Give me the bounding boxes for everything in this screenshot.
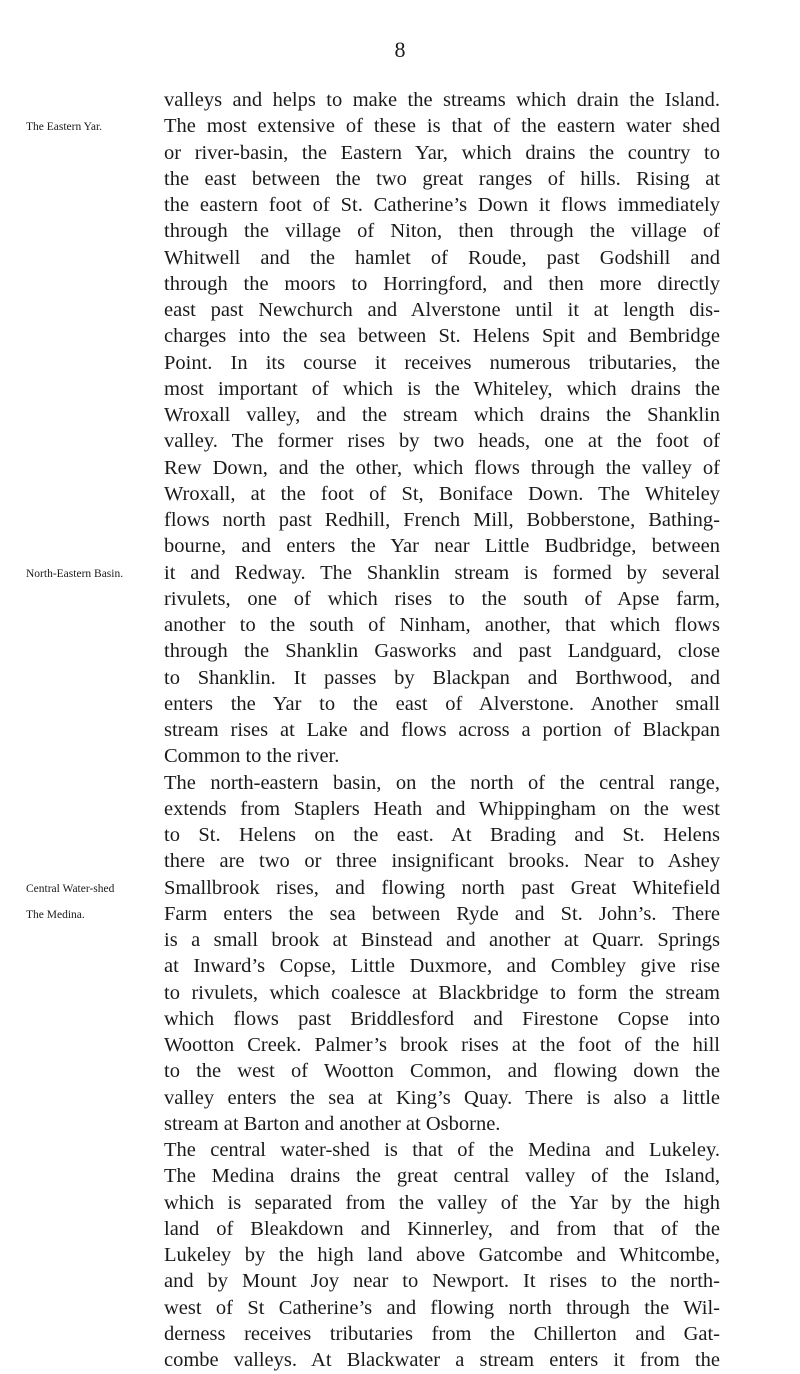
text-line: and by Mount Joy near to Newport. It rises to the north- [164, 1270, 720, 1293]
text-line: through the Shanklin Gasworks and past Landguard, close [164, 640, 720, 663]
text-line: stream at Barton and another at Osborne. [164, 1112, 501, 1135]
text-line: east past Newchurch and Alverstone until it at length dis- [164, 299, 720, 321]
text-line: flows north past Redhill, French Mill, Bobberstone, Bathing- [164, 509, 720, 531]
text-line: Lukeley by the high land above Gatcombe and Whitcombe, [164, 1244, 720, 1266]
text-line: another to the south of Ninham, another, that which flows [164, 614, 720, 636]
text-line: is a small brook at Binstead and another at Quarr. Springs [164, 929, 720, 951]
text-line: which is separated from the valley of the Yar by the high [164, 1191, 720, 1214]
text-line: valley. The former rises by two heads, one at the foot of [164, 430, 720, 453]
text-line: Point. In its course it receives numerous tributaries, the [164, 351, 720, 374]
text-line: Whitwell and the hamlet of Roude, past Godshill and [164, 246, 720, 269]
text-line: at Inward’s Copse, Little Duxmore, and Combley give rise [164, 955, 720, 978]
text-line: land of Bleakdown and Kinnerley, and from that of the [164, 1217, 720, 1240]
margin-note: North-Eastern Basin. [26, 567, 124, 580]
text-line: enters the Yar to the east of Alverstone. Another small [164, 692, 720, 715]
text-line: through the moors to Horringford, and then more directly [164, 272, 720, 295]
text-line: The north-eastern basin, on the north of the central range, [164, 771, 720, 794]
text-line: derness receives tributaries from the Chillerton and Gat- [164, 1322, 720, 1345]
margin-note: Central Water-shed [26, 882, 115, 895]
text-line: it and Redway. The Shanklin stream is formed by several [164, 561, 720, 584]
text-line: or river-basin, the Eastern Yar, which drains the country to [164, 141, 720, 164]
text-line: Farm enters the sea between Ryde and St. John’s. There [164, 902, 720, 925]
text-line: valley enters the sea at King’s Quay. There is also a little [164, 1086, 720, 1109]
text-line: through the village of Niton, then through the village of [164, 220, 720, 243]
page-number: 8 [394, 37, 406, 62]
text-line: extends from Staplers Heath and Whippingham on the west [164, 797, 720, 820]
text-line: Wroxall valley, and the stream which drains the Shanklin [164, 404, 720, 426]
text-line: combe valleys. At Blackwater a stream enters it from the [164, 1349, 720, 1371]
text-line: Common to the river. [164, 745, 340, 768]
text-line: Smallbrook rises, and flowing north past Great Whitefield [164, 876, 720, 899]
text-line: bourne, and enters the Yar near Little Budbridge, between [164, 535, 720, 558]
text-line: Rew Down, and the other, which flows through the valley of [164, 456, 720, 479]
text-line: The Medina drains the great central valley of the Island, [164, 1165, 720, 1188]
text-line: west of St Catherine’s and flowing north through the Wil- [164, 1296, 720, 1319]
margin-note: The Eastern Yar. [26, 121, 103, 134]
text-line: to the west of Wootton Common, and flowing down the [164, 1060, 720, 1083]
text-line: most important of which is the Whiteley, which drains the [164, 377, 720, 400]
text-line: charges into the sea between St. Helens Spit and Bembridge [164, 325, 720, 348]
text-line: Wroxall, at the foot of St, Boniface Down. The Whiteley [164, 482, 720, 505]
text-line: to rivulets, which coalesce at Blackbridge to form the stream [164, 981, 720, 1004]
text-line: The most extensive of these is that of the eastern water shed [164, 115, 720, 138]
text-line: to Shanklin. It passes by Blackpan and Borthwood, and [164, 666, 720, 689]
text-line: rivulets, one of which rises to the south of Apse farm, [164, 587, 720, 610]
text-line: valleys and helps to make the streams which drain the Island. [164, 89, 720, 111]
margin-note: The Medina. [26, 908, 85, 921]
text-line: to St. Helens on the east. At Brading and St. Helens [164, 824, 720, 846]
text-line: The central water-shed is that of the Medina and Lukeley. [164, 1139, 720, 1161]
text-line: stream rises at Lake and flows across a portion of Blackpan [164, 719, 720, 741]
text-line: there are two or three insignificant brooks. Near to Ashey [164, 850, 720, 873]
text-line: the east between the two great ranges of hills. Rising at [164, 167, 720, 190]
text-line: which flows past Briddlesford and Firestone Copse into [164, 1007, 720, 1030]
text-line: the eastern foot of St. Catherine’s Down it flows immediately [164, 194, 720, 216]
text-line: Wootton Creek. Palmer’s brook rises at the foot of the hill [164, 1034, 720, 1056]
